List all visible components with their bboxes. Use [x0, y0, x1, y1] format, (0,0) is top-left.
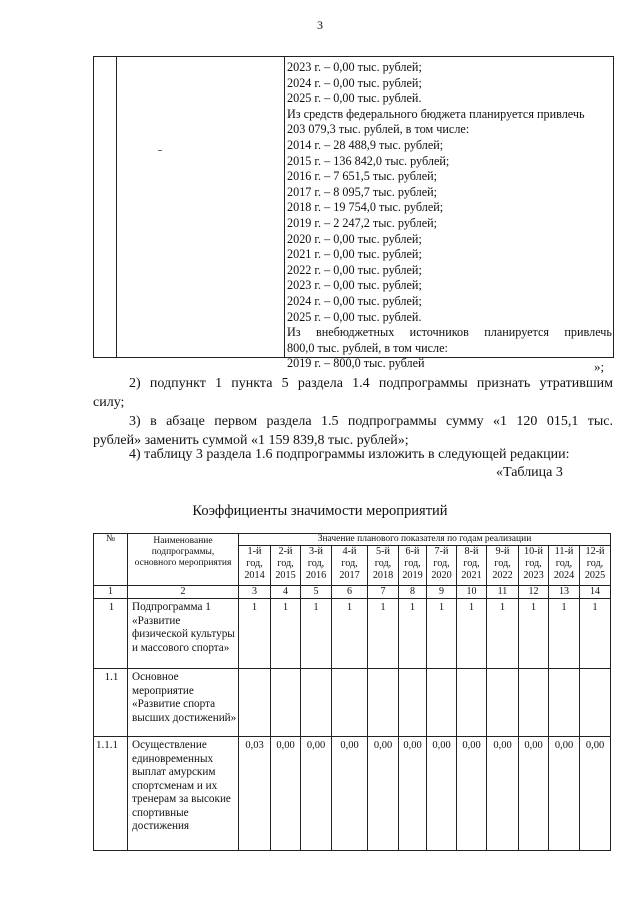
- funding-line: 800,0 тыс. рублей, в том числе:: [287, 340, 448, 355]
- year-value: 2024: [553, 570, 575, 581]
- page-number: 3: [317, 18, 323, 32]
- row-value: 0,00: [549, 737, 580, 851]
- row-value: [457, 669, 487, 737]
- row-value: 1: [580, 599, 611, 669]
- year-ordinal: 9-й: [495, 546, 510, 557]
- column-number: 7: [368, 586, 399, 599]
- funding-table-continuation: [93, 56, 614, 371]
- year-value: 2021: [461, 570, 482, 581]
- funding-line: 203 079,3 тыс. рублей, в том числе:: [287, 122, 470, 137]
- year-word: год,: [463, 558, 480, 569]
- funding-line: 2015 г. – 136 842,0 тыс. рублей;: [287, 153, 450, 168]
- year-ordinal: 1-й: [247, 546, 262, 557]
- year-ordinal: 6-й: [405, 546, 420, 557]
- column-number: 2: [128, 586, 239, 599]
- year-word: год,: [404, 558, 421, 569]
- funding-line: 2017 г. – 8 095,7 тыс. рублей;: [287, 184, 438, 199]
- row-value: [368, 669, 399, 737]
- funding-line: 2024 г. – 0,00 тыс. рублей;: [287, 293, 422, 308]
- table-title: Коэффициенты значимости мероприятий: [192, 503, 448, 519]
- row-value: 1: [239, 599, 271, 669]
- year-header: [457, 546, 487, 586]
- year-value: 2014: [244, 570, 265, 581]
- year-ordinal: 12-й: [585, 546, 605, 557]
- year-value: 2022: [492, 570, 513, 581]
- row-value: 1: [301, 599, 332, 669]
- table-row: [94, 737, 611, 851]
- year-word: год,: [341, 558, 358, 569]
- row-value: 1: [549, 599, 580, 669]
- row-value: [332, 669, 368, 737]
- funding-line: 2023 г. – 0,00 тыс. рублей;: [287, 278, 422, 293]
- year-header: [427, 546, 457, 586]
- year-ordinal: 10-й: [523, 546, 544, 557]
- year-ordinal: 8-й: [464, 546, 479, 557]
- year-header: [239, 546, 271, 586]
- row-value: 0,00: [519, 737, 549, 851]
- row-value: 0,00: [487, 737, 519, 851]
- column-number: 12: [519, 586, 549, 599]
- year-ordinal: 7-й: [434, 546, 449, 557]
- row-code: 1.1.1: [94, 737, 128, 851]
- table-row: [94, 599, 611, 669]
- row-value: [427, 669, 457, 737]
- row-value: [239, 669, 271, 737]
- year-header: [271, 546, 301, 586]
- year-header: [549, 546, 580, 586]
- column-number: 5: [301, 586, 332, 599]
- row-code: 1.1: [94, 669, 128, 737]
- coefficients-table: [93, 533, 611, 851]
- year-header: [368, 546, 399, 586]
- funding-line: 2024 г. – 0,00 тыс. рублей;: [287, 75, 422, 90]
- column-number: 9: [427, 586, 457, 599]
- paragraph-2-line-2: силу;: [93, 395, 125, 410]
- header-name: Наименование подпрограммы, основного мероприятия: [128, 534, 239, 586]
- row-value: [271, 669, 301, 737]
- funding-line: Из средств федерального бюджета планируется привлечь: [287, 106, 585, 121]
- year-ordinal: 11-й: [554, 546, 574, 557]
- row-value: 1: [457, 599, 487, 669]
- year-word: год,: [307, 558, 325, 569]
- row-value: 0,00: [399, 737, 427, 851]
- year-word: год,: [494, 558, 511, 569]
- table-row: [94, 669, 611, 737]
- year-value: 2023: [523, 570, 544, 581]
- funding-line: 2025 г. – 0,00 тыс. рублей.: [287, 91, 422, 106]
- row-value: [487, 669, 519, 737]
- funding-line: 2022 г. – 0,00 тыс. рублей;: [287, 262, 422, 277]
- paragraph-3-line-1: 3) в абзаце первом раздела 1.5 подпрограммы сумму «1 120 015,1 тыс.: [129, 414, 613, 429]
- column-number: 11: [487, 586, 519, 599]
- year-word: год,: [525, 558, 542, 569]
- year-word: год,: [246, 558, 263, 569]
- row-value: [399, 669, 427, 737]
- year-word: год,: [374, 558, 392, 569]
- year-word: год,: [277, 558, 294, 569]
- year-ordinal: 3-й: [309, 546, 323, 557]
- funding-line: Из внебюджетных источников планируется привлечь: [287, 325, 612, 340]
- row-value: [519, 669, 549, 737]
- year-value: 2020: [431, 570, 452, 581]
- funding-line: 2020 г. – 0,00 тыс. рублей;: [287, 231, 422, 246]
- column-number: 13: [549, 586, 580, 599]
- row-value: 1: [427, 599, 457, 669]
- year-value: 2019: [402, 570, 423, 581]
- year-header: [301, 546, 332, 586]
- paragraph-2-line-1: 2) подпункт 1 пункта 5 раздела 1.4 подпрограммы признать утратившим: [129, 376, 613, 391]
- funding-line: 2021 г. – 0,00 тыс. рублей;: [287, 247, 422, 262]
- year-ordinal: 5-й: [376, 546, 390, 557]
- year-word: год,: [555, 558, 573, 569]
- year-word: год,: [586, 558, 604, 569]
- year-value: 2016: [305, 570, 327, 581]
- closing-quote: »;: [594, 359, 605, 374]
- row-name: Осуществление единовременных выплат амурским спортсменам и их тренерам за высокие спортивные достижения: [128, 737, 239, 851]
- row-value: 0,00: [427, 737, 457, 851]
- row-value: [301, 669, 332, 737]
- row-value: [580, 669, 611, 737]
- row-value: 1: [368, 599, 399, 669]
- column-number: 6: [332, 586, 368, 599]
- column-number: 4: [271, 586, 301, 599]
- row-value: 0,00: [332, 737, 368, 851]
- row-value: 1: [487, 599, 519, 669]
- year-value: 2017: [339, 570, 360, 581]
- column-number: 10: [457, 586, 487, 599]
- table-caption: «Таблица 3: [496, 465, 563, 480]
- funding-line: 2014 г. – 28 488,9 тыс. рублей;: [287, 137, 444, 152]
- year-ordinal: 2-й: [278, 546, 293, 557]
- row-value: 0,03: [239, 737, 271, 851]
- funding-line: 2019 г. – 2 247,2 тыс. рублей;: [287, 215, 438, 230]
- dash-mark: [158, 150, 162, 151]
- column-number: 1: [94, 586, 128, 599]
- year-header: [399, 546, 427, 586]
- row-name: Основное мероприятие «Развитие спорта высших достижений»: [128, 669, 239, 737]
- row-value: 1: [271, 599, 301, 669]
- row-value: 1: [332, 599, 368, 669]
- year-header: [487, 546, 519, 586]
- table-divider: [284, 57, 285, 357]
- funding-line: 2019 г. – 800,0 тыс. рублей: [287, 356, 425, 371]
- row-value: 0,00: [271, 737, 301, 851]
- year-ordinal: 4-й: [342, 546, 357, 557]
- paragraph-3-line-2: рублей» заменить суммой «1 159 839,8 тыс. рублей»;: [93, 433, 409, 448]
- funding-line: 2016 г. – 7 651,5 тыс. рублей;: [287, 169, 438, 184]
- paragraph-4-line-1: 4) таблицу 3 раздела 1.6 подпрограммы изложить в следующей редакции:: [129, 447, 570, 462]
- row-value: 0,00: [368, 737, 399, 851]
- funding-line: 2025 г. – 0,00 тыс. рублей.: [287, 309, 422, 324]
- year-header: [519, 546, 549, 586]
- row-value: 0,00: [580, 737, 611, 851]
- row-value: 1: [399, 599, 427, 669]
- table-divider: [116, 57, 117, 357]
- row-name: Подпрограмма 1 «Развитие физической культуры и массового спорта»: [128, 599, 239, 669]
- funding-lines: [287, 60, 612, 372]
- row-code: 1: [94, 599, 128, 669]
- funding-line: 2023 г. – 0,00 тыс. рублей;: [287, 60, 422, 74]
- year-value: 2015: [275, 570, 296, 581]
- row-value: [549, 669, 580, 737]
- year-value: 2018: [372, 570, 394, 581]
- column-number: 8: [399, 586, 427, 599]
- year-word: год,: [433, 558, 450, 569]
- header-number: №: [94, 534, 128, 586]
- year-header: [332, 546, 368, 586]
- row-value: 1: [519, 599, 549, 669]
- funding-line: 2018 г. – 19 754,0 тыс. рублей;: [287, 200, 444, 215]
- header-values: Значение планового показателя по годам реализации: [239, 534, 611, 546]
- year-value: 2025: [584, 570, 606, 581]
- column-number: 14: [580, 586, 611, 599]
- row-value: 0,00: [301, 737, 332, 851]
- row-value: 0,00: [457, 737, 487, 851]
- column-number: 3: [239, 586, 271, 599]
- year-header: [580, 546, 611, 586]
